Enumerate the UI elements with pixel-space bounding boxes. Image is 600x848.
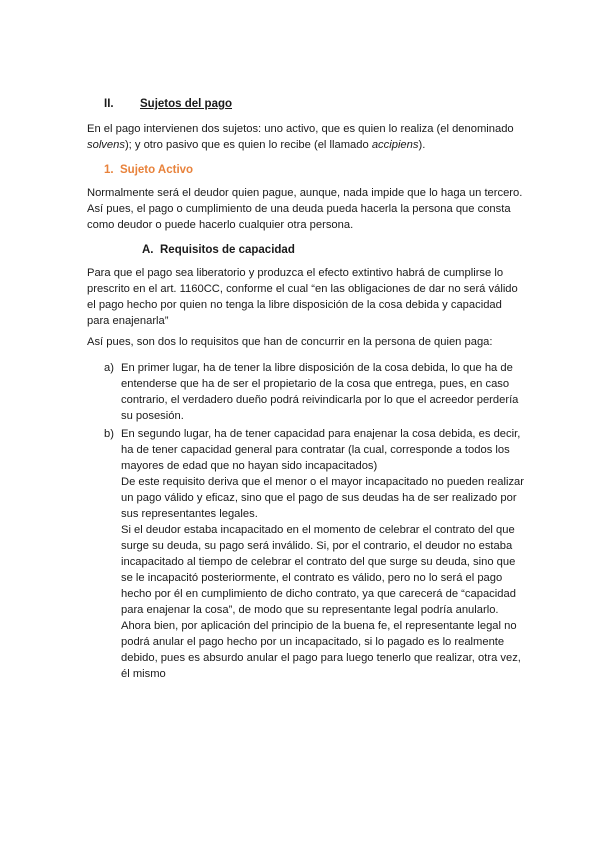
paragraph-requisitos: Así pues, son dos lo requisitos que han de concurrir en la persona de quien paga: — [87, 336, 493, 348]
subsection-a-title: Requisitos de capacidad — [160, 244, 295, 256]
intro-text-3: ). — [418, 139, 426, 151]
subsection-heading-capacidad — [142, 242, 295, 258]
list-item-b-continuation-2: Si el deudor estaba incapacitado en el momento de celebrar el contrato del que surge su deuda, su pago será inválido. Si, por el contrario, el deudor no estaba incapacitado al tiempo de celebrar el contrato del que surge su deuda, sino que se le incapacitó posteriormente, el contrato es válido, pero no lo será el pago hecho por él en cumplimiento de dicho contrato, ya que carecerá de “capacidad para enajenar la cosa”, de modo que su representante legal podría anularlo. Ahora bien, por aplicación del principio de la buena fe, el representante legal no podrá anular el pago hecho por un incapacitado, si lo pagado es lo realmente debido, pues es absurdo anular el pago para luego tenerlo que realizar, otra vez, él mismo — [121, 524, 521, 680]
list-item-b — [104, 426, 524, 682]
list-marker-b: b) — [104, 428, 114, 440]
subsection-number: 1. — [104, 164, 114, 176]
intro-term-accipiens: accipiens — [371, 139, 419, 151]
section-title: Sujetos del pago — [140, 98, 233, 110]
list-item-a — [104, 360, 524, 424]
intro-paragraph — [87, 121, 527, 153]
intro-text-1: En el pago intervienen dos sujetos: uno activo, que es quien lo realiza (el denominado — [87, 123, 514, 135]
paragraph-liberatorio: Para que el pago sea liberatorio y produzca el efecto extintivo habrá de cumplirse lo prescrito en el art. 1160CC, conforme el cual “en las obligaciones de dar no será válido el pago hecho por quien no tenga la libre disposición de la cosa debida y capacidad para enajenarla” — [87, 267, 518, 327]
requirements-list — [104, 360, 524, 684]
intro-term-solvens: solvens — [87, 139, 125, 151]
paragraph-activo: Normalmente será el deudor quien pague, aunque, nada impide que lo haga un tercero. Así pues, el pago o cumplimiento de una deuda pueda hacerla la persona que consta como deudor o puede hacerlo cualquier otra persona. — [87, 187, 523, 231]
list-item-b-continuation-1: De este requisito deriva que el menor o el mayor incapacitado no pueden realizar un pago válido y eficaz, sino que el pago de sus deudas ha de ser realizado por sus representantes legales. — [121, 476, 524, 520]
subsection-a-number: A. — [142, 244, 154, 256]
section-heading — [104, 96, 232, 112]
section-number: II. — [104, 98, 114, 110]
list-item-b-text: En segundo lugar, ha de tener capacidad para enajenar la cosa debida, es decir, ha de tener capacidad general para contratar (la cual, corresponde a todos los mayores de edad que no hayan sido incapacitados) — [121, 428, 521, 472]
subsection-heading-activo — [104, 162, 193, 178]
list-item-a-text: En primer lugar, ha de tener la libre disposición de la cosa debida, lo que ha de entenderse que ha de ser el propietario de la cosa que entrega, pues, en caso contrario, el verdadero dueño podrá reivindicarla por lo que el acreedor perdería su posesión. — [121, 362, 519, 422]
subsection-title: Sujeto Activo — [120, 164, 194, 176]
intro-text-2: ); y otro pasivo que es quien lo recibe (el llamado — [124, 139, 372, 151]
list-marker-a: a) — [104, 362, 114, 374]
